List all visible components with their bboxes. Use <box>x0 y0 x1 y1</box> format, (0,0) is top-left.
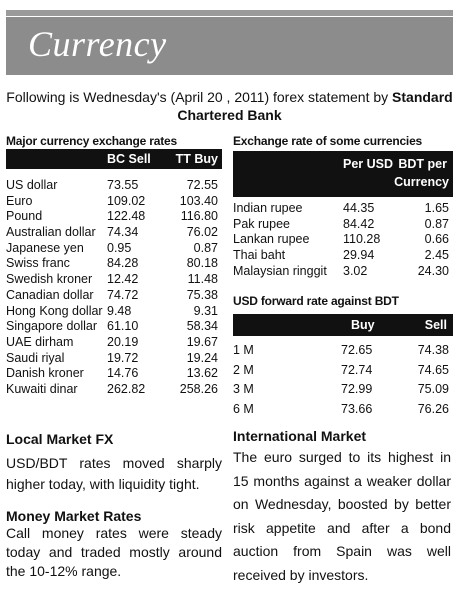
major-name: Swiss franc <box>6 256 70 271</box>
some-col-bdt-2: Currency <box>394 175 449 189</box>
forward-buy: 73.66 <box>341 401 373 416</box>
forward-buy: 72.74 <box>341 362 373 377</box>
major-sell: 14.76 <box>107 366 139 381</box>
major-buy: 0.87 <box>193 240 218 255</box>
intro-bank: Standard Chartered Bank <box>177 89 453 123</box>
some-usd: 44.35 <box>343 201 375 215</box>
major-name: Kuwaiti dinar <box>6 381 78 396</box>
some-row <box>233 201 451 217</box>
major-row <box>6 272 222 288</box>
major-buy: 116.80 <box>180 209 218 224</box>
major-buy: 9.31 <box>193 303 218 318</box>
major-name: Singapore dollar <box>6 319 98 334</box>
major-rates-table <box>6 178 222 398</box>
some-usd: 3.02 <box>343 263 368 278</box>
local-market-text: USD/BDT rates moved sharply higher today, with liquidity tight. <box>6 455 222 492</box>
major-name: Japanese yen <box>6 240 84 255</box>
major-buy: 258.26 <box>179 381 218 396</box>
forward-buy: 72.65 <box>341 343 373 357</box>
major-rates-title: Major currency exchange rates <box>6 134 177 148</box>
major-buy: 58.34 <box>186 319 218 334</box>
forward-name: 3 M <box>233 382 254 396</box>
major-name: Hong Kong dollar <box>6 303 103 318</box>
major-row <box>6 351 222 367</box>
major-col-sell: BC Sell <box>107 152 151 166</box>
some-row <box>233 264 451 280</box>
forward-name: 6 M <box>233 401 254 416</box>
major-sell: 0.95 <box>107 240 132 255</box>
local-market-title: Local Market FX <box>6 431 114 447</box>
major-rates-header <box>6 149 222 169</box>
forward-name: 2 M <box>233 362 254 377</box>
forward-sell: 76.26 <box>417 401 449 416</box>
some-bdt: 24.30 <box>417 263 449 278</box>
money-market-text: Call money rates were steady today and traded mostly around the 10-12% range. <box>6 525 222 579</box>
major-buy: 75.38 <box>186 287 218 302</box>
forward-row <box>233 400 451 420</box>
major-buy: 72.55 <box>186 178 218 192</box>
some-col-bdt-1: BDT per <box>398 157 447 171</box>
some-rates-title: Exchange rate of some currencies <box>233 134 423 148</box>
page-title: Currency <box>28 24 167 64</box>
major-row <box>6 382 222 398</box>
major-sell: 262.82 <box>107 381 146 396</box>
major-buy: 13.62 <box>186 366 218 381</box>
major-name: Euro <box>6 193 33 208</box>
major-row <box>6 319 222 335</box>
forward-buy: 72.99 <box>341 382 373 396</box>
major-name: UAE dirham <box>6 334 74 349</box>
some-bdt: 1.65 <box>424 201 449 215</box>
major-sell: 122.48 <box>107 209 146 224</box>
major-row <box>6 225 222 241</box>
major-sell: 9.48 <box>107 303 132 318</box>
forward-row <box>233 380 451 400</box>
major-name: US dollar <box>6 178 58 192</box>
intro-lead: Following is Wednesday's (April 20 , 2011) forex statement by <box>6 89 393 105</box>
major-name: Saudi riyal <box>6 350 65 365</box>
major-sell: 61.10 <box>107 319 139 334</box>
forward-col-buy: Buy <box>351 318 375 332</box>
some-rates-header <box>233 151 453 197</box>
forward-sell: 75.09 <box>417 382 449 396</box>
intl-market-title: International Market <box>233 428 367 444</box>
major-buy: 80.18 <box>186 256 218 271</box>
major-sell: 12.42 <box>107 272 139 287</box>
major-name: Danish kroner <box>6 366 84 381</box>
some-col-usd: Per USD <box>343 157 394 171</box>
major-name: Pound <box>6 209 43 224</box>
section-banner <box>6 17 453 75</box>
forward-title: USD forward rate against BDT <box>233 294 399 308</box>
forward-row <box>233 341 451 361</box>
major-buy: 19.24 <box>186 350 218 365</box>
major-row <box>6 335 222 351</box>
major-buy: 76.02 <box>186 225 218 240</box>
major-sell: 73.55 <box>107 178 139 192</box>
major-name: Swedish kroner <box>6 272 93 287</box>
forward-sell: 74.38 <box>417 343 449 357</box>
intl-market-text: The euro surged to its highest in 15 months against a weaker dollar on Wednesday, boosted by better risk appetite and after a bond auction from Spain was well received by investors. <box>233 449 451 583</box>
forward-row <box>233 361 451 381</box>
major-buy: 19.67 <box>186 334 218 349</box>
major-row <box>6 194 222 210</box>
major-row <box>6 209 222 225</box>
major-row <box>6 256 222 272</box>
major-row <box>6 304 222 320</box>
forward-col-sell: Sell <box>424 318 447 332</box>
some-row <box>233 217 451 233</box>
some-name: Malaysian ringgit <box>233 263 327 278</box>
some-usd: 110.28 <box>343 232 381 247</box>
major-row <box>6 178 222 194</box>
major-buy: 11.48 <box>187 272 218 287</box>
major-row <box>6 366 222 382</box>
intro-text <box>6 88 453 124</box>
major-name: Australian dollar <box>6 225 96 240</box>
major-sell: 74.34 <box>107 225 139 240</box>
some-name: Indian rupee <box>233 201 303 215</box>
some-name: Lankan rupee <box>233 232 310 247</box>
major-sell: 74.72 <box>107 287 139 302</box>
some-bdt: 2.45 <box>424 248 449 263</box>
major-sell: 109.02 <box>107 193 146 208</box>
some-row <box>233 232 451 248</box>
forward-sell: 74.65 <box>417 362 449 377</box>
top-rule <box>6 10 453 16</box>
some-bdt: 0.87 <box>424 216 449 231</box>
some-usd: 29.94 <box>343 248 375 263</box>
major-row <box>6 288 222 304</box>
major-name: Canadian dollar <box>6 287 94 302</box>
forward-header <box>233 314 453 336</box>
major-sell: 84.28 <box>107 256 139 271</box>
money-market-title: Money Market Rates <box>6 508 142 524</box>
some-bdt: 0.66 <box>424 232 449 247</box>
some-name: Pak rupee <box>233 216 290 231</box>
major-buy: 103.40 <box>179 193 218 208</box>
forward-name: 1 M <box>233 343 254 357</box>
major-col-buy: TT Buy <box>175 152 218 166</box>
some-rates-table <box>233 201 451 279</box>
major-sell: 19.72 <box>107 350 139 365</box>
forward-table <box>233 341 451 419</box>
some-name: Thai baht <box>233 248 286 263</box>
some-usd: 84.42 <box>343 216 375 231</box>
some-row <box>233 248 451 264</box>
major-sell: 20.19 <box>107 334 139 349</box>
major-row <box>6 241 222 257</box>
